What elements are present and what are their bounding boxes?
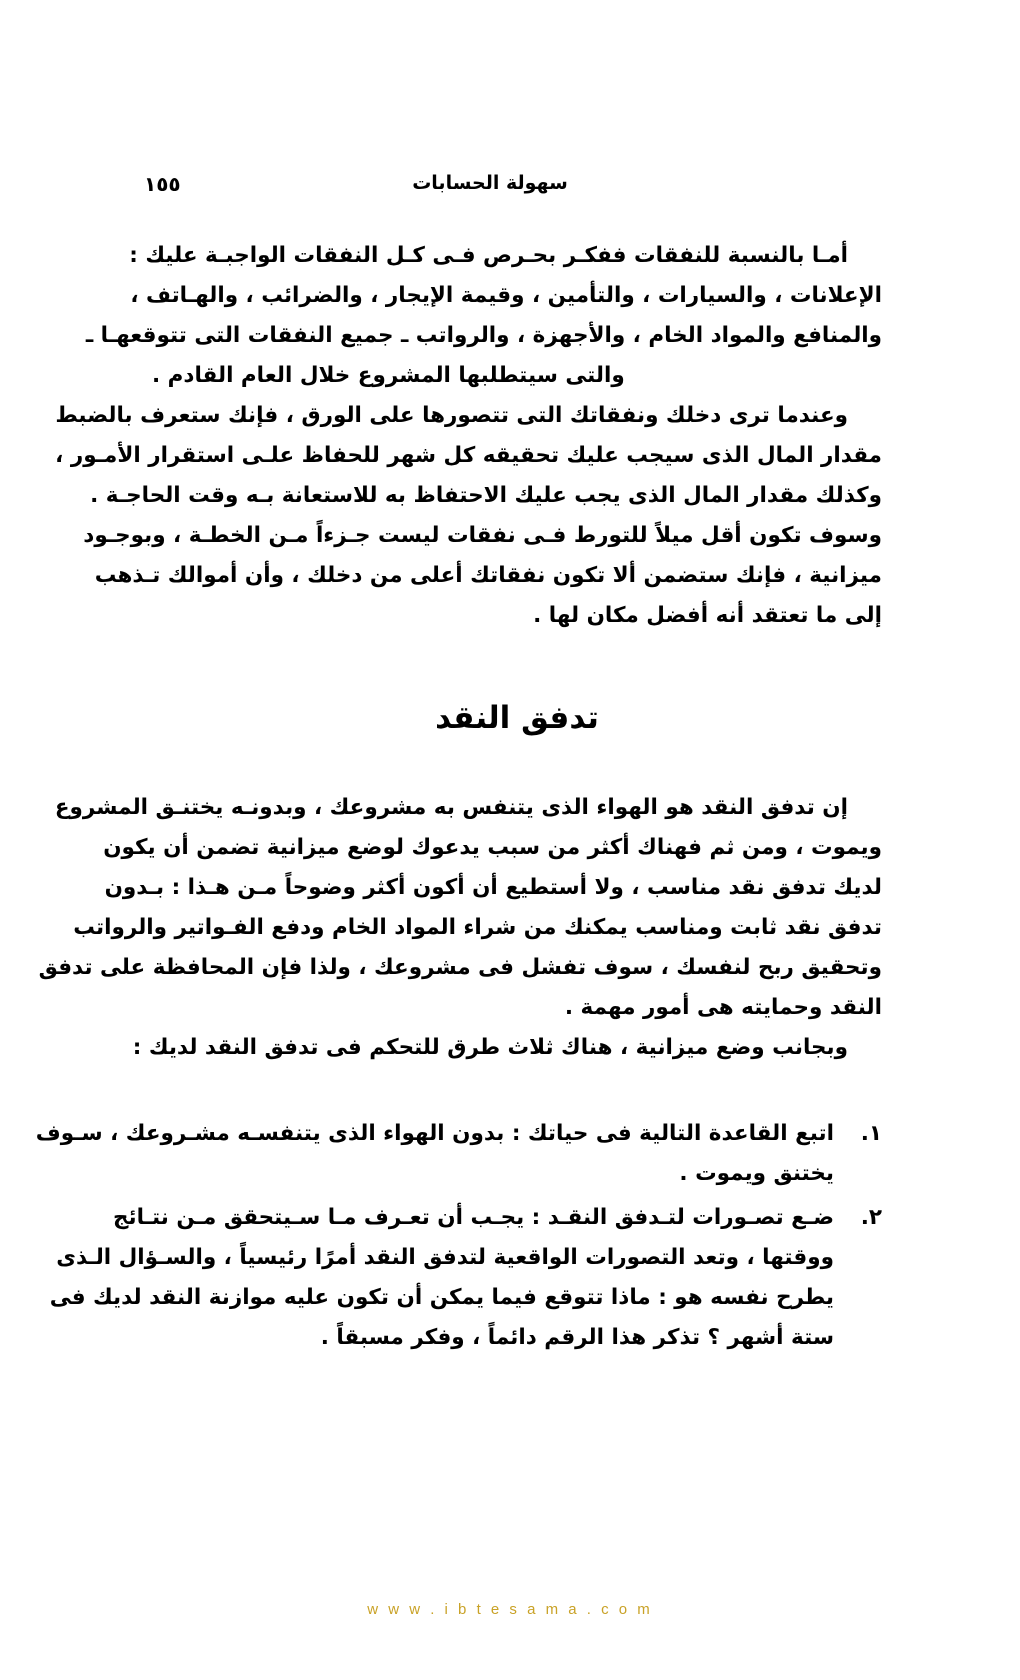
running-head [140,172,880,202]
paragraph-2-line: إلى ما تعتقد أنه أفضل مكان لها . [533,603,882,628]
list-item-line: ستة أشهر ؟ تذكر هذا الرقم دائماً ، وفكر مسبقاً . [320,1325,834,1350]
paragraph-3-line: إن تدفق النقد هو الهواء الذى يتنفس به مشروعك ، وبدونـه يختنـق المشروع [54,795,848,820]
list-item-marker: ١. [860,1121,882,1146]
list-item-line: اتبع القاعدة التالية فى حياتك : بدون الهواء الذى يتنفسـه مشـروعك ، سـوف [35,1121,834,1146]
paragraph-3-line: النقد وحمايته هى أمور مهمة . [564,995,882,1020]
list-item [35,1114,882,1194]
footer-watermark-url: w w w . i b t e s a m a . c o m [367,1601,653,1618]
list-item-body [36,1114,834,1194]
paragraph-4-line: وبجانب وضع ميزانية ، هناك ثلاث طرق للتحكم فى تدفق النقد لديك : [132,1035,848,1060]
page-number: ١٥٥ [144,172,181,196]
paragraph-3-line: وتحقيق ربح لنفسك ، سوف تفشل فى مشروعك ، ولذا فإن المحافظة على تدفق [38,955,882,980]
paragraph-1-line: والتى سيتطلبها المشروع خلال العام القادم . [152,363,625,388]
numbered-list [35,1114,882,1358]
paragraph-2-line: مقدار المال الذى سيجب عليك تحقيقه كل شهر للحفاظ علـى استقرار الأمـور ، [55,443,882,468]
paragraph-2-line: وعندما ترى دخلك ونفقاتك التى تتصورها على الورق ، فإنك ستعرف بالضبط [55,403,848,428]
list-item-body [50,1198,834,1358]
heading-spacer-below [152,742,882,788]
paragraph-3-line: لديك تدفق نقد مناسب ، ولا أستطيع أن أكون أكثر وضوحاً مـن هـذا : بـدون [104,875,882,900]
paragraph-2-line: وسوف تكون أقل ميلاً للتورط فـى نفقات ليست جـزءاً مـن الخطـة ، وبوجـود [83,523,882,548]
paragraph-1 [85,236,882,396]
list-item-line: يختنق ويموت . [679,1161,834,1186]
paragraph-1-line: أمـا بالنسبة للنفقات ففكـر بحـرص فـى كـل النفقات الواجبـة عليك : [129,243,848,268]
list-spacer-above [152,1068,882,1114]
list-item [49,1198,882,1358]
paragraph-3-line: ويموت ، ومن ثم فهناك أكثر من سبب يدعوك لوضع ميزانية تضمن أن يكون [103,835,882,860]
list-item-line: يطرح نفسه هو : ماذا تتوقع فيما يمكن أن تكون عليه موازنة النقد لديك فى [49,1285,834,1310]
list-item-marker: ٢. [860,1205,882,1230]
paragraph-3-line: تدفق نقد ثابت ومناسب يمكنك من شراء المواد الخام ودفع الفـواتير والرواتب [73,915,882,940]
section-heading: تدفق النقد [435,700,599,736]
paragraph-1-line: الإعلانات ، والسيارات ، والتأمين ، وقيمة الإيجار ، والضرائب ، والهـاتف ، [130,283,882,308]
paragraph-2-line: وكذلك مقدار المال الذى يجب عليك الاحتفاظ به للاستعانة بـه وقت الحاجـة . [90,483,882,508]
heading-spacer-above [152,636,882,694]
paragraph-3 [38,788,882,1028]
paragraph-2-line: ميزانية ، فإنك ستضمن ألا تكون نفقاتك أعلى من دخلك ، وأن أموالك تـذهب [94,563,882,588]
list-item-line: ووقتها ، وتعد التصورات الواقعية لتدفق النقد أمرًا رئيسياً ، والسـؤال الـذى [56,1245,834,1270]
paragraph-2 [55,396,882,636]
paragraph-4 [132,1028,882,1068]
paragraph-1-line: والمنافع والمواد الخام ، والأجهزة ، والرواتب ـ جميع النفقات التى تتوقعهـا ـ [85,323,882,348]
page-content [35,236,882,1362]
list-item-line: ضـع تصـورات لتـدفق النقـد : يجـب أن تعـرف مـا سـيتحقق مـن نتـائج [113,1205,834,1230]
running-title: سهولة الحسابات [412,172,568,194]
